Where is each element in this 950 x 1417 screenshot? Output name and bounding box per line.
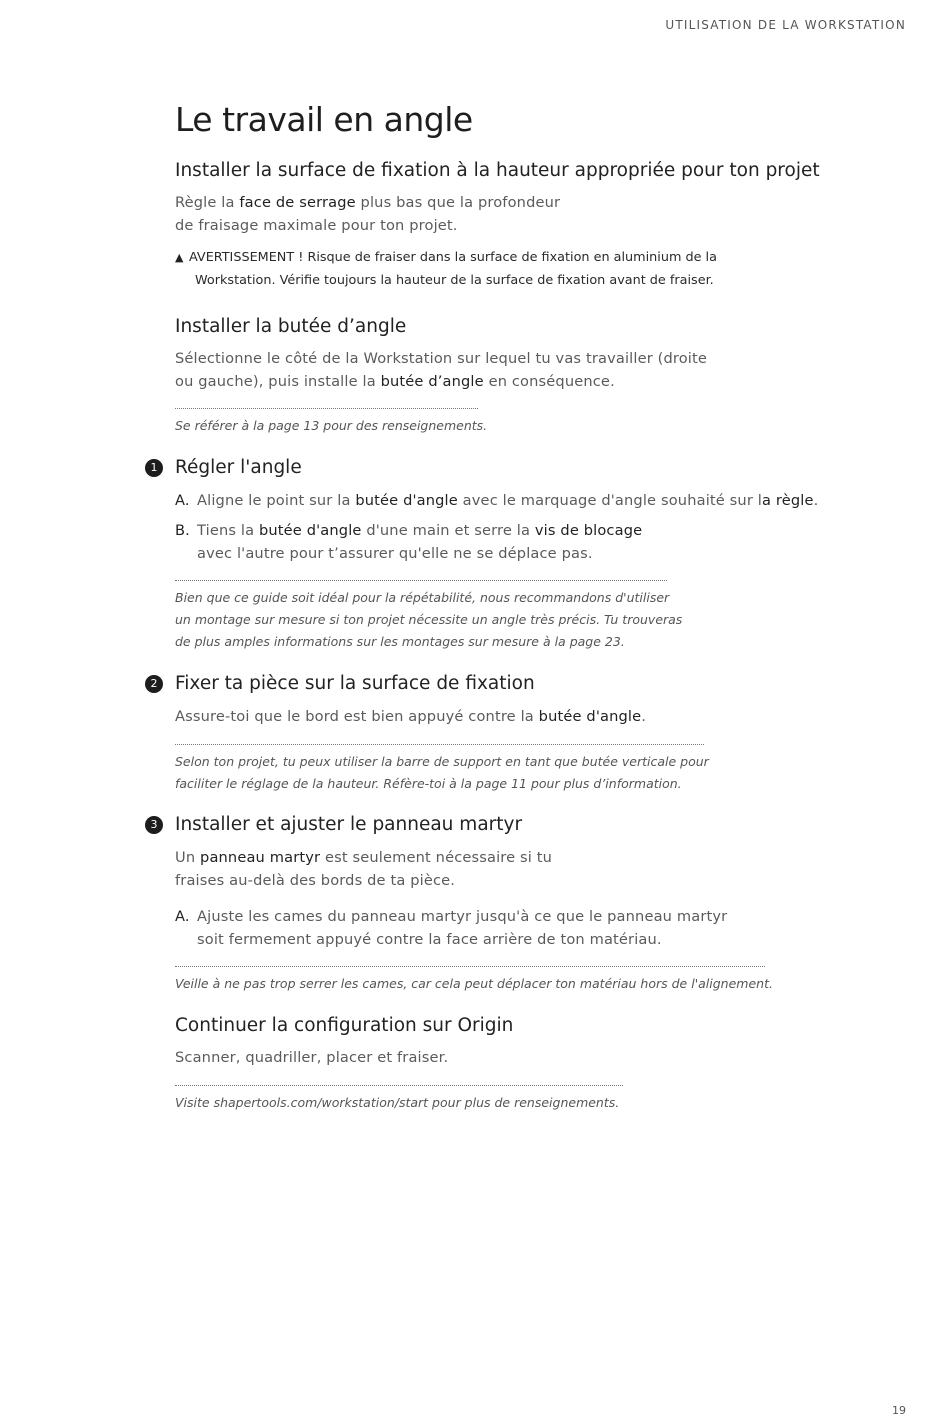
term-butee-angle: butée d’angle bbox=[380, 373, 484, 390]
step-number-badge: 3 bbox=[145, 816, 163, 834]
warning-triangle-icon: ▲ bbox=[175, 251, 184, 264]
surface-paragraph: Règle la face de serrage plus bas que la profondeur de fraisage maximale pour ton projet. bbox=[175, 194, 561, 234]
section-heading-surface: Installer la surface de fixation à la hauteur appropriée pour ton projet bbox=[175, 160, 820, 181]
step2-paragraph: Assure-toi que le bord est bien appuyé contre la butée d'angle. bbox=[175, 708, 647, 725]
step3-item-a: A. Ajuste les cames du panneau martyr jusqu'à ce que le panneau martyr soit fermement appuyé contre la face arrière de ton matériau. bbox=[175, 908, 728, 948]
page-title: Le travail en angle bbox=[175, 100, 473, 139]
step1-heading: Régler l'angle bbox=[175, 457, 302, 478]
step2-heading: Fixer ta pièce sur la surface de fixation bbox=[175, 673, 535, 694]
step1-item-b: B. Tiens la butée d'angle d'une main et serre la vis de blocage avec l'autre pour t’assurer qu'elle ne se déplace pas. bbox=[175, 522, 643, 562]
term-face-de-serrage: face de serrage bbox=[239, 194, 356, 211]
step1-item-a: A. Aligne le point sur la butée d'angle avec le marquage d'angle souhaité sur la règle. bbox=[175, 492, 819, 509]
section-heading-origin: Continuer la configuration sur Origin bbox=[175, 1015, 514, 1036]
step3-paragraph: Un panneau martyr est seulement nécessaire si tu fraises au-delà des bords de ta pièce. bbox=[175, 849, 553, 889]
butee-paragraph: Sélectionne le côté de la Workstation sur lequel tu vas travailler (droite ou gauche), puis installe la butée d’angle en conséquence. bbox=[175, 350, 708, 390]
step3-heading: Installer et ajuster le panneau martyr bbox=[175, 814, 523, 835]
origin-paragraph: Scanner, quadriller, placer et fraiser. bbox=[175, 1049, 449, 1066]
warning-block: ▲ AVERTISSEMENT ! Risque de fraiser dans la surface de fixation en aluminium de la Workstation. Vérifie toujours la hauteur de la surface de fixation avant de fraiser. bbox=[175, 246, 717, 292]
page-number: 19 bbox=[892, 1404, 906, 1417]
section-heading-butee: Installer la butée d’angle bbox=[175, 316, 407, 337]
step3-note: Veille à ne pas trop serrer les cames, car cela peut déplacer ton matériau hors de l'alignement. bbox=[175, 966, 765, 995]
step2-note: Selon ton projet, tu peux utiliser la barre de support en tant que butée verticale pour faciliter le réglage de la hauteur. Réfère-toi à la page 11 pour plus d’information. bbox=[175, 744, 704, 795]
step-number-badge: 1 bbox=[145, 459, 163, 477]
step-number-badge: 2 bbox=[145, 675, 163, 693]
running-header: UTILISATION DE LA WORKSTATION bbox=[665, 18, 906, 32]
butee-note: Se référer à la page 13 pour des renseignements. bbox=[175, 408, 478, 437]
origin-note: Visite shapertools.com/workstation/start pour plus de renseignements. bbox=[175, 1085, 623, 1114]
step1-note: Bien que ce guide soit idéal pour la répétabilité, nous recommandons d'utiliser un montage sur mesure si ton projet nécessite un angle très précis. Tu trouveras de plus amples informations sur les montages sur mesure à la page 23. bbox=[175, 580, 667, 653]
